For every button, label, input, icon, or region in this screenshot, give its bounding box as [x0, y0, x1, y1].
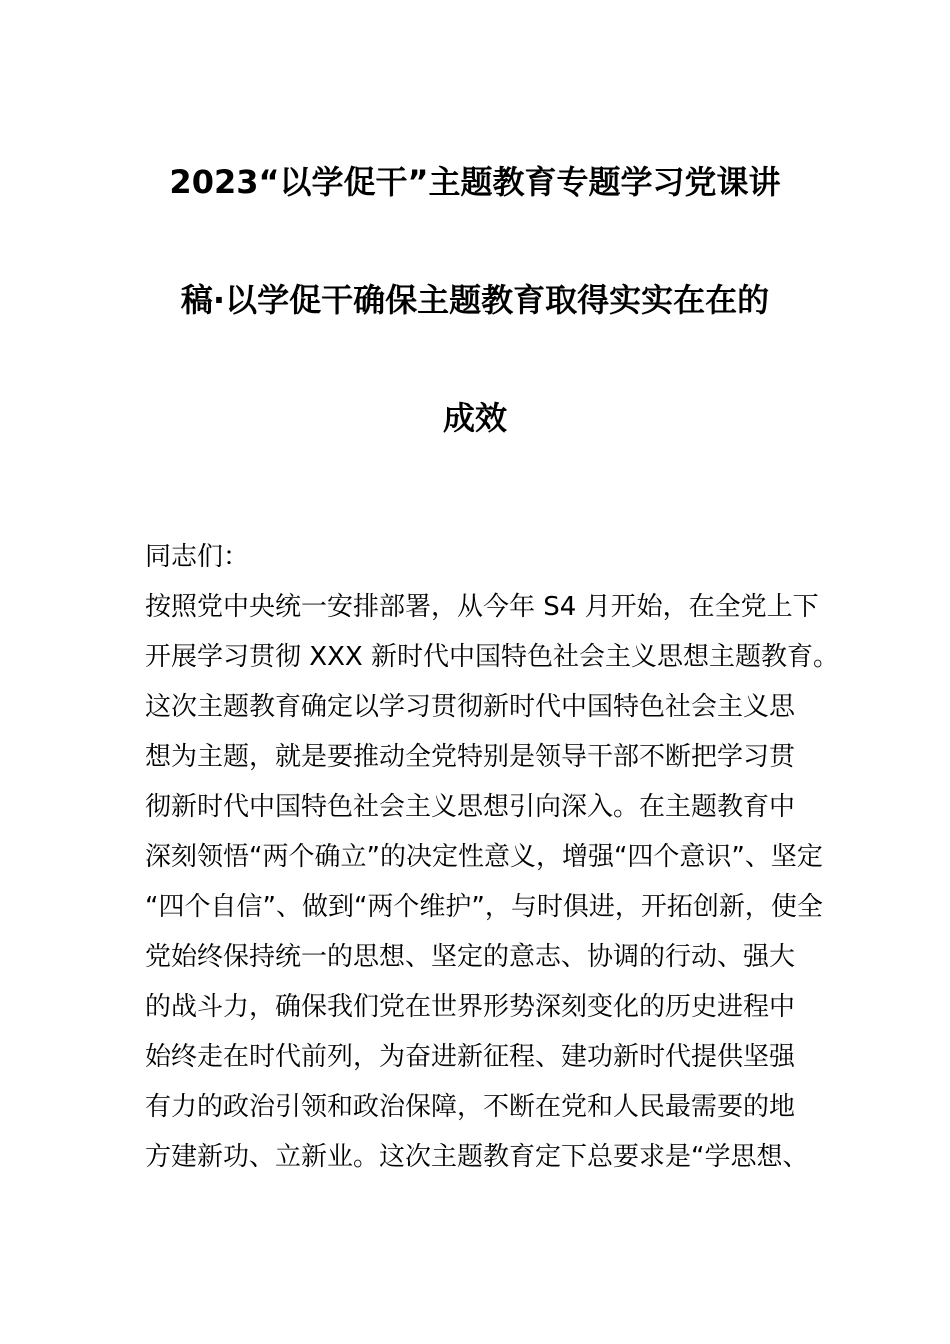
body-line: 深刻领悟“两个确立”的决定性意义，增强“四个意识”、坚定	[145, 842, 823, 872]
document-title-line-2: 稿·以学促干确保主题教育取得实实在在的	[180, 281, 770, 319]
body-line: “四个自信”、做到“两个维护”，与时俱进，开拓创新，使全	[145, 892, 823, 922]
salutation: 同志们：	[145, 542, 250, 572]
body-line: 党始终保持统一的思想、坚定的意志、协调的行动、强大	[145, 942, 796, 972]
body-line: 开展学习贯彻 XXX 新时代中国特色社会主义思想主题教育。	[145, 642, 839, 672]
body-line: 始终走在时代前列，为奋进新征程、建功新时代提供坚强	[145, 1042, 796, 1072]
document-title-line-1: 2023“以学促干”主题教育专题学习党课讲	[169, 163, 781, 201]
body-line: 彻新时代中国特色社会主义思想引向深入。在主题教育中	[145, 792, 796, 822]
body-line: 有力的政治引领和政治保障，不断在党和人民最需要的地	[145, 1092, 796, 1122]
document-title-line-3: 成效	[442, 399, 507, 437]
body-line: 的战斗力，确保我们党在世界形势深刻变化的历史进程中	[145, 992, 796, 1022]
body-line: 这次主题教育确定以学习贯彻新时代中国特色社会主义思	[145, 692, 796, 722]
body-line: 想为主题，就是要推动全党特别是领导干部不断把学习贯	[145, 742, 796, 772]
body-line: 按照党中央统一安排部署，从今年 S4 月开始，在全党上下	[145, 592, 819, 622]
body-line: 方建新功、立新业。这次主题教育定下总要求是“学思想、	[145, 1142, 809, 1172]
